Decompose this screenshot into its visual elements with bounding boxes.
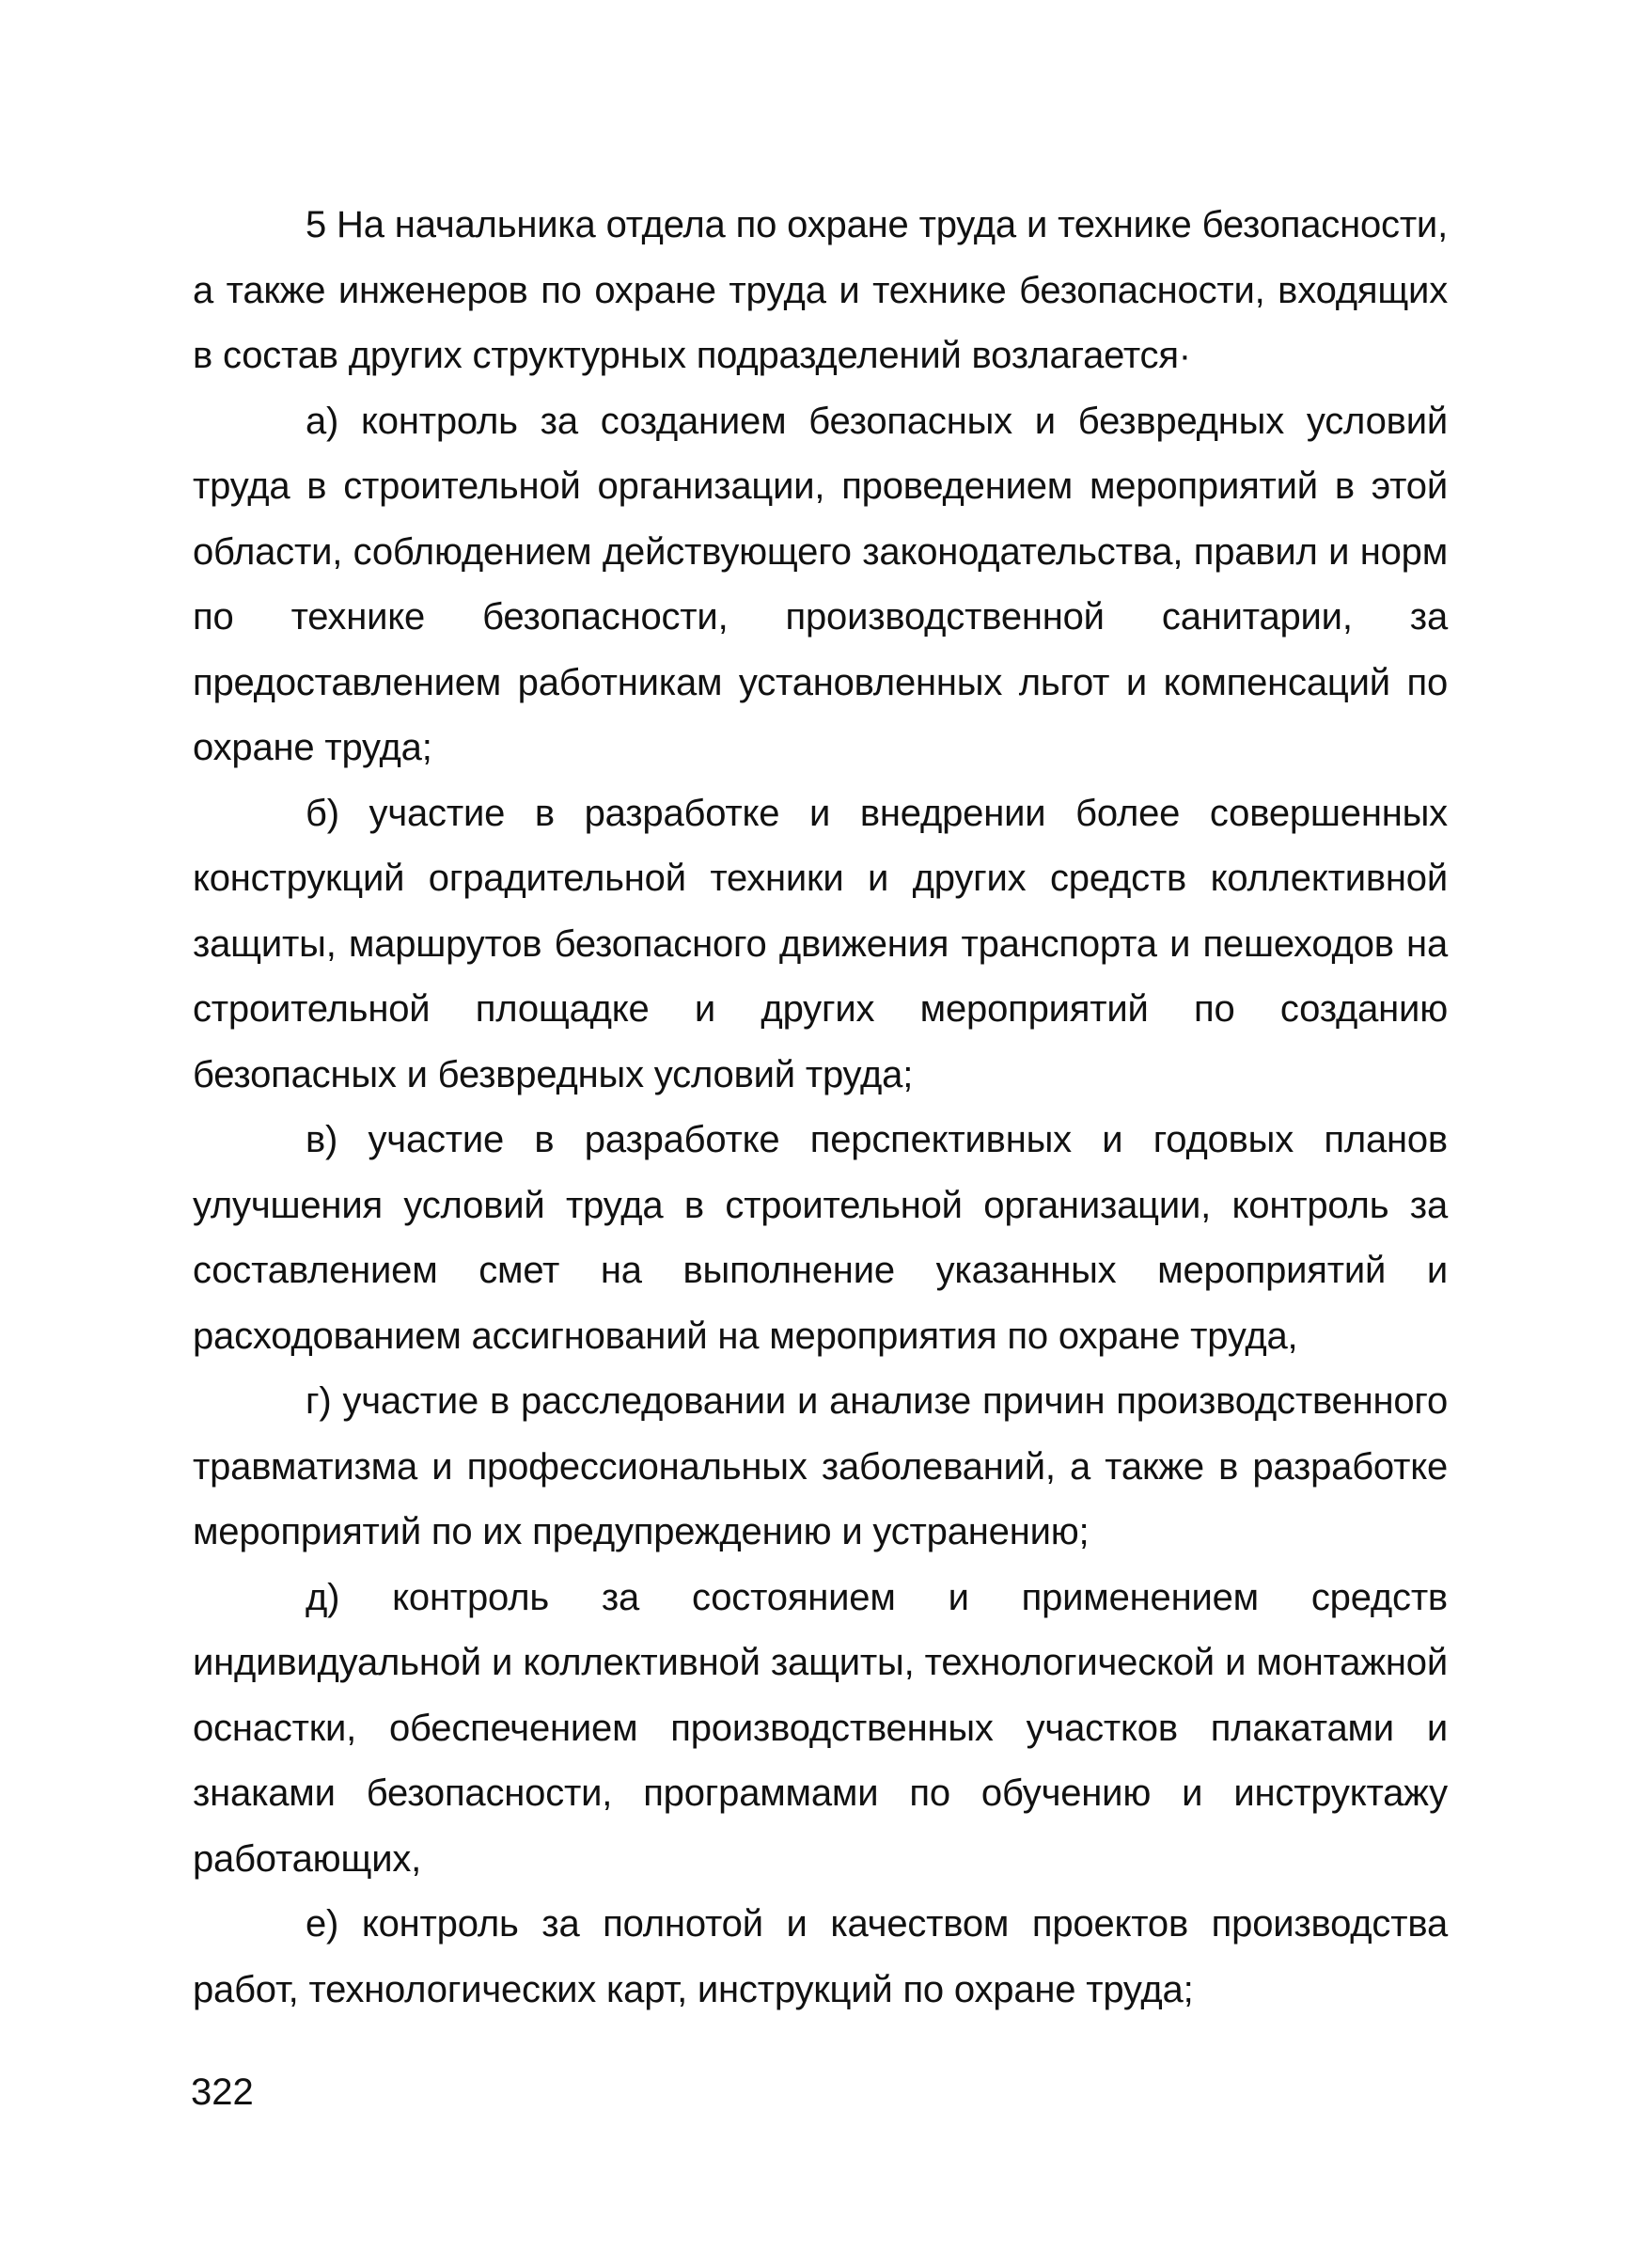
paragraph-item-a: а) контроль за созданием безопасных и безвредных условий труда в строительной организации, проведением мероприятий в этой области, соблюдением действующего законодательства, правил и норм по технике безопасности, производственной санитарии, за предоставлением работникам установленных льгот и компенсаций по охране труда;: [193, 400, 1448, 768]
paragraph-item-v: в) участие в разработке перспективных и годовых планов улучшения условий труда в строительной организации, контроль за составлением смет на выполнение указанных мероприятий и расходованием ассигнований на мероприятия по охране труда,: [193, 1119, 1448, 1357]
paragraph-item-d: д) контроль за состоянием и применением средств индивидуальной и коллективной защиты, технологической и монтажной оснастки, обеспечением производственных участков плакатами и знаками безопасности, программами по обучению и инструктажу работающих,: [193, 1576, 1448, 1880]
body-text: [193, 193, 1448, 2023]
paragraph-item-g: г) участие в расследовании и анализе причин производственного травматизма и профессиональных заболеваний, а также в разработке мероприятий по их предупреждению и устранению;: [193, 1380, 1448, 1552]
page-number: 322: [191, 2071, 254, 2113]
paragraph-5-intro: 5 На начальника отдела по охране труда и технике безопасности, а также инженеров по охране труда и технике безопасности, входящих в состав других структурных подразделений возлагается·: [193, 204, 1448, 376]
paragraph-item-b: б) участие в разработке и внедрении более совершенных конструкций оградительной техники и других средств коллективной защиты, маршрутов безопасного движения транспорта и пешеходов на строительной площадке и других мероприятий по созданию безопасных и безвредных условий труда;: [193, 792, 1448, 1095]
paragraph-item-e: е) контроль за полнотой и качеством проектов производства работ, технологических карт, инструкций по охране труда;: [193, 1903, 1448, 2010]
